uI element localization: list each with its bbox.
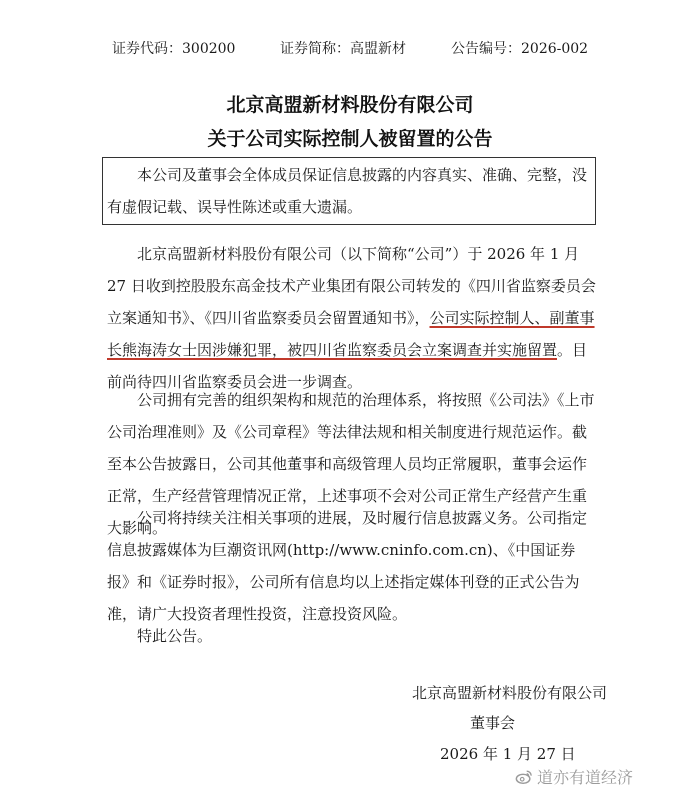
security-abbreviation: 证券简称：高盟新材 — [280, 41, 406, 57]
watermark-text: 道亦有道经济 — [537, 768, 634, 787]
body-paragraph-3: 公司将持续关注相关事项的进展，及时履行信息披露义务。公司指定信息披露媒体为巨潮资讯网(http://www.cninfo.com.cn)、《中国证券报》和《证券时报》，公司所有信息均以上述指定媒体刊登的正式公告为准，请广大投资者理性投资，注意投资风险。 — [107, 509, 588, 623]
signature-board: 董事会 — [470, 714, 516, 732]
watermark — [515, 765, 633, 788]
disclaimer-text: 本公司及董事会全体成员保证信息披露的内容真实、准确、完整，没有虚假记载、误导性陈述或重大遗漏。 — [107, 166, 588, 216]
paragraph-1-intro: 北京高盟新材料股份有限公司（以下简称“公司”）于 2026 年 1 月 27 日收到控股股东高金技术产业集团有限公司转发的《四川省监察委员会立案通知书》、《四川省监察委员会留置通知书》， — [107, 245, 596, 327]
body-paragraph-1 — [107, 238, 597, 398]
weibo-icon — [515, 768, 533, 786]
disclaimer-box — [102, 157, 596, 225]
announcement-title: 关于公司实际控制人被留置的公告 — [207, 128, 493, 150]
body-paragraph-2: 公司拥有完善的组织架构和规范的治理体系，将按照《公司法》《上市公司治理准则》及《公司章程》等法律法规和相关制度进行规范运作。截至本公告披露日，公司其他董事和高级管理人员均正常履职，董事会运作正常，生产经营管理情况正常，上述事项不会对公司正常生产经营产生重大影响。 — [107, 391, 595, 537]
closing-statement: 特此公告。 — [137, 627, 213, 645]
notice-number: 公告编号：2026-002 — [451, 41, 589, 57]
paragraph-1-end: 。目前尚待四川省监察委员会进一步调查。 — [107, 341, 588, 391]
highlighted-statement: 公司实际控制人、副董事长熊海涛女士因涉嫌犯罪，被四川省监察委员会立案调查并实施留置 — [107, 309, 595, 359]
signature-date: 2026 年 1 月 27 日 — [440, 745, 576, 763]
company-title: 北京高盟新材料股份有限公司 — [226, 94, 474, 116]
security-code: 证券代码：300200 — [112, 41, 236, 57]
signature-company: 北京高盟新材料股份有限公司 — [412, 684, 608, 702]
